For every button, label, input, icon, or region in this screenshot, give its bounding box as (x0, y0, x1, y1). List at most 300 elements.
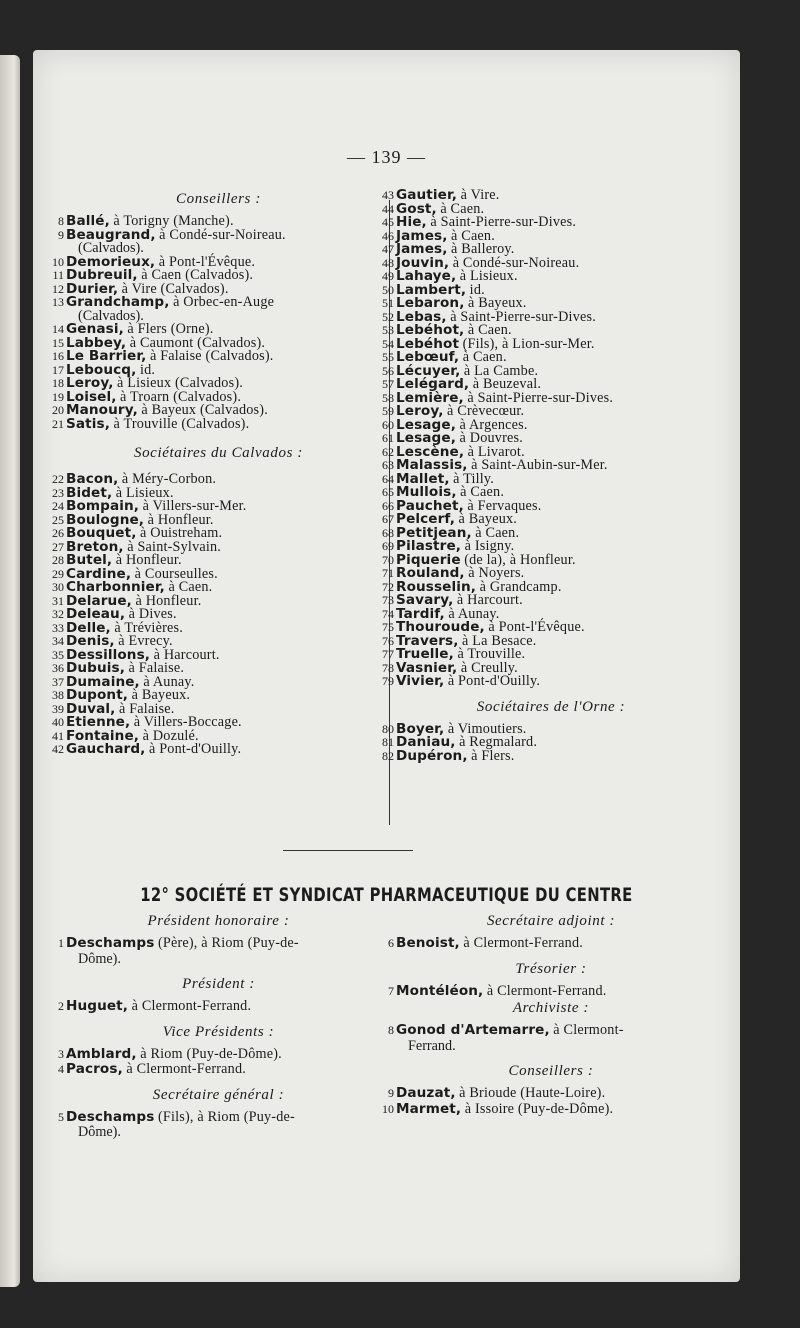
entry-number: 52 (382, 309, 394, 324)
entry-name: Satis, (66, 415, 110, 432)
entry-number: 13 (52, 295, 64, 309)
entry-location: à Evrecy. (118, 633, 173, 649)
entry-number: 58 (382, 390, 394, 405)
entry-number: 55 (382, 350, 394, 364)
list-item (388, 935, 706, 952)
entry-number: 3 (58, 1046, 64, 1061)
entry-name: Bompain, (66, 498, 140, 514)
entry-name: Breton, (66, 538, 124, 555)
entry-name: Dubuis, (66, 660, 125, 676)
entry-number: 15 (52, 335, 64, 350)
entry-location: à La Cambe. (463, 362, 539, 379)
list-item (382, 1100, 706, 1118)
entry-location: à Clermont-Ferrand. (126, 1061, 247, 1077)
entry-name: Pelcerf, (396, 511, 455, 527)
entry-number: 65 (382, 485, 394, 499)
entry-number: 25 (52, 512, 64, 527)
entry-location: à Honfleur. (147, 511, 214, 528)
entry-number: 51 (382, 296, 394, 310)
entry-location: à Lisieux. (459, 268, 518, 284)
entry-name: Deleau, (66, 606, 126, 622)
list-item (388, 1022, 706, 1054)
entry-location: à Bayeux. (468, 295, 527, 311)
entry-name: Boyer, (396, 720, 445, 737)
entry-location: à Méry-Corbon. (121, 471, 217, 487)
entry-number: 72 (382, 579, 394, 594)
entry-name: Dubreuil, (66, 267, 138, 283)
entry-name: Leroy, (66, 375, 114, 391)
entry-continuation: Dôme). (78, 1124, 121, 1140)
entry-number: 54 (382, 336, 394, 351)
entry-location: à Condé-sur-Noireau. (452, 254, 580, 271)
entry-name: Lebaron, (396, 295, 465, 311)
entry-number: 64 (382, 471, 394, 486)
entry-location: à Vire. (460, 187, 500, 203)
entry-name: Gost, (396, 200, 437, 217)
societaires-continued-list (382, 187, 706, 689)
entry-name: Deschamps (66, 1108, 155, 1125)
entry-number: 33 (52, 620, 64, 635)
page-number: — 139 — (347, 147, 426, 167)
list-item (58, 226, 371, 256)
section-title: 12° SOCIÉTÉ ET SYNDICAT PHARMACEUTIQUE DU CENTRE (140, 884, 633, 906)
entry-location: à Condé-sur-Noireau. (159, 226, 286, 243)
entry-name: Delarue, (66, 592, 132, 609)
entry-name: Lemière, (396, 389, 464, 406)
vice-presidents-list (58, 1045, 371, 1078)
entry-location: à Dozulé. (142, 727, 199, 744)
heading-president-honoraire: Président honoraire : (147, 913, 290, 929)
entry-location: à Bayeux (Calvados). (141, 402, 268, 418)
entry-number: 31 (52, 593, 64, 608)
entry-number: 56 (382, 363, 394, 378)
entry-location: à Trévières. (114, 619, 183, 636)
entry-number: 80 (382, 721, 394, 736)
entry-name: Benoist, (396, 935, 460, 951)
entry-continuation: (Calvados). (78, 240, 144, 256)
entry-number: 36 (52, 661, 64, 675)
entry-location: à Aunay. (448, 605, 500, 622)
entry-name: Durier, (66, 280, 119, 297)
entry-name: Duval, (66, 700, 116, 717)
entry-name: Grandchamp, (66, 294, 170, 310)
entry-number: 10 (52, 254, 64, 269)
entry-number: 41 (52, 728, 64, 743)
entry-location: à Honfleur. (115, 552, 182, 568)
entry-number: 30 (52, 580, 64, 594)
entry-name: Mullois, (396, 484, 457, 500)
entry-name: Rousselin, (396, 578, 477, 595)
list-item (58, 935, 371, 967)
entry-name: Pacros, (66, 1061, 123, 1077)
entry-location: à Trouville. (457, 646, 526, 662)
entry-number: 6 (388, 936, 394, 950)
entry-location: à Caen. (168, 579, 213, 595)
entry-name: Lebœuf, (396, 349, 460, 365)
entry-name: Lambert, (396, 281, 467, 298)
entry-number: 70 (382, 552, 394, 567)
secretaire-adjoint-list (388, 935, 706, 952)
entry-number: 75 (382, 620, 394, 634)
entry-name: Dupéron, (396, 747, 468, 764)
right-column (382, 187, 706, 764)
entry-name: Tardif, (396, 605, 445, 622)
heading-tresorier: Trésorier : (515, 960, 587, 977)
entry-number: 1 (58, 936, 64, 950)
section2-right-column (382, 912, 706, 1117)
entry-location: à Caen. (462, 349, 507, 365)
list-item (388, 1085, 706, 1102)
entry-location: à Clermont- (553, 1022, 624, 1038)
entry-location: à Dives. (128, 606, 177, 622)
entry-name: Cardine, (66, 565, 132, 582)
entry-number: 27 (52, 539, 64, 554)
entry-number: 44 (382, 201, 394, 216)
entry-number: 18 (52, 376, 64, 390)
entry-location: à Orbec-en-Auge (173, 294, 275, 310)
entry-number: 43 (382, 188, 394, 202)
entry-number: 37 (52, 674, 64, 689)
entry-location: (Fils), à Lion-sur-Mer. (462, 335, 595, 352)
entry-name: Travers, (396, 632, 459, 649)
entry-number: 34 (52, 634, 64, 648)
entry-location: (de la), à Honfleur. (464, 551, 576, 568)
book-page (33, 50, 740, 1282)
entry-number: 26 (52, 526, 64, 540)
entry-number: 66 (382, 498, 394, 513)
list-item (382, 747, 706, 764)
entry-location: à Saint-Sylvain. (127, 538, 222, 555)
list-item (52, 741, 371, 757)
heading-societaires-calvados: Sociétaires du Calvados : (133, 445, 303, 461)
entry-name: Rouland, (396, 565, 465, 581)
entry-location: (Fils), à Riom (Puy-de- (157, 1108, 295, 1125)
entry-location: à Villers-Boccage. (133, 714, 242, 730)
entry-location: à Brioude (Haute-Loire). (459, 1085, 606, 1101)
entry-number: 21 (52, 416, 64, 431)
entry-location: à Caen. (440, 200, 485, 217)
entry-location: à Bayeux. (131, 687, 191, 703)
entry-location: à Honfleur. (135, 592, 202, 609)
entry-location: id. (139, 361, 156, 378)
section2-left-column (58, 912, 371, 1141)
entry-location: à Pont-d'Ouilly. (148, 741, 242, 757)
entry-number: 7 (388, 983, 394, 998)
entry-number: 46 (382, 228, 394, 243)
entry-name: Bidet, (66, 484, 113, 501)
heading-societaires-orne: Sociétaires de l'Orne : (476, 698, 626, 715)
list-item (58, 1045, 371, 1063)
tresorier-list (388, 982, 706, 1000)
entry-number: 73 (382, 593, 394, 607)
section-divider (283, 850, 413, 851)
entry-location: à Caen. (460, 484, 505, 500)
entry-location: à Pont-l'Évêque. (488, 619, 585, 635)
entry-location: à Bayeux. (458, 511, 518, 527)
entry-location: à Isigny. (464, 538, 515, 554)
entry-name: Butel, (66, 552, 113, 568)
entry-number: 12 (52, 281, 64, 296)
entry-location: à Caen. (451, 227, 495, 244)
entry-name: Dumaine, (66, 673, 140, 690)
entry-number: 77 (382, 647, 394, 661)
entry-location: à Lisieux (Calvados). (117, 375, 243, 391)
entry-number: 29 (52, 566, 64, 581)
entry-number: 5 (58, 1109, 64, 1124)
entry-name: Bacon, (66, 471, 119, 487)
entry-number: 57 (382, 377, 394, 391)
entry-name: Marmet, (396, 1100, 462, 1117)
entry-location: à Aunay. (143, 673, 195, 690)
entry-location: à Saint-Aubin-sur-Mer. (471, 457, 608, 473)
entry-number: 81 (382, 735, 394, 749)
entry-location: à Clermont-Ferrand. (131, 998, 252, 1014)
entry-name: Gautier, (396, 187, 458, 203)
entry-location: à Saint-Pierre-sur-Dives. (450, 308, 596, 325)
entry-location: à Vire (Calvados). (121, 280, 229, 297)
entry-name: Genasi, (66, 321, 124, 337)
entry-number: 60 (382, 417, 394, 432)
entry-location: à Beuzeval. (472, 376, 542, 392)
entry-location: à Falaise (Calvados). (149, 348, 274, 364)
heading-conseillers-centre: Conseillers : (508, 1063, 594, 1079)
entry-name: Lécuyer, (396, 362, 461, 379)
heading-vice-presidents: Vice Présidents : (162, 1023, 275, 1040)
heading-conseillers: Conseillers : (176, 191, 261, 207)
entry-location: à Fervaques. (467, 497, 542, 514)
entry-location: à Issoire (Puy-de-Dôme). (464, 1100, 614, 1117)
entry-number: 69 (382, 539, 394, 553)
entry-number: 74 (382, 606, 394, 621)
entry-name: James, (396, 227, 448, 244)
entry-number: 78 (382, 660, 394, 675)
entry-location: à Falaise. (128, 660, 185, 676)
entry-location: à Courseulles. (134, 565, 218, 582)
entry-number: 47 (382, 242, 394, 256)
entry-number: 79 (382, 674, 394, 688)
entry-name: Pilastre, (396, 538, 462, 554)
entry-name: Dupont, (66, 687, 129, 703)
societaires-orne-list (382, 720, 706, 764)
entry-location: à Riom (Puy-de-Dôme). (140, 1045, 282, 1062)
entry-number: 2 (58, 999, 64, 1013)
entry-location: à Falaise. (118, 700, 175, 717)
entry-name: Mallet, (396, 470, 450, 487)
entry-name: Dauzat, (396, 1085, 456, 1101)
entry-number: 23 (52, 485, 64, 500)
entry-location: à Harcourt. (456, 592, 523, 608)
entry-location: à Flers. (471, 747, 515, 764)
societaires-calvados-list (52, 471, 371, 757)
entry-number: 63 (382, 458, 394, 472)
left-column (52, 185, 371, 757)
entry-name: Pauchet, (396, 497, 464, 514)
entry-location: à Clermont-Ferrand. (463, 935, 583, 951)
entry-number: 59 (382, 404, 394, 418)
entry-name: Le Barrier, (66, 348, 147, 364)
entry-location: à Saint-Pierre-sur-Dives. (430, 214, 577, 230)
entry-name: Manoury, (66, 402, 138, 418)
entry-number: 67 (382, 512, 394, 526)
entry-number: 16 (52, 349, 64, 363)
entry-location: à Troarn (Calvados). (120, 388, 242, 405)
entry-name: Savary, (396, 592, 454, 608)
list-item (52, 294, 371, 324)
entry-name: Vasnier, (396, 659, 458, 676)
entry-number: 4 (58, 1062, 64, 1076)
entry-number: 22 (52, 472, 64, 486)
entry-name: Demorieux, (66, 253, 156, 270)
entry-number: 62 (382, 444, 394, 459)
entry-location: à Pont-l'Évêque. (158, 253, 256, 270)
heading-secretaire-adjoint: Secrétaire adjoint : (486, 913, 616, 929)
entry-number: 32 (52, 607, 64, 621)
entry-name: Truelle, (396, 646, 454, 662)
entry-name: Hie, (396, 214, 427, 230)
list-item (388, 982, 706, 1000)
entry-number: 82 (382, 748, 394, 763)
entry-location: à Caen (Calvados). (141, 267, 254, 283)
entry-name: Vivier, (396, 673, 445, 689)
entry-number: 53 (382, 323, 394, 337)
entry-location: à Caen. (467, 322, 512, 338)
entry-location: à Villers-sur-Mer. (142, 498, 247, 514)
entry-location: à Balleroy. (451, 241, 515, 257)
heading-president: Président : (182, 976, 255, 992)
entry-continuation: Dôme). (78, 950, 121, 967)
entry-number: 11 (52, 268, 64, 282)
entry-location: à Argences. (459, 416, 528, 433)
entry-location: à Harcourt. (153, 646, 220, 663)
entry-number: 76 (382, 633, 394, 648)
entry-number: 24 (52, 499, 64, 513)
conseillers-centre-list (382, 1085, 706, 1117)
entry-location: à Vimoutiers. (447, 720, 527, 737)
entry-location: à Pont-d'Ouilly. (447, 673, 541, 689)
entry-name: Delle, (66, 619, 111, 636)
entry-location: à Caumont (Calvados). (129, 334, 266, 351)
entry-location: à La Besace. (462, 632, 537, 649)
entry-number: 8 (388, 1023, 394, 1037)
entry-name: Lahaye, (396, 268, 457, 284)
entry-name: Lesage, (396, 430, 456, 446)
entry-number: 45 (382, 215, 394, 229)
entry-location: à Grandcamp. (479, 578, 562, 595)
entry-continuation: Ferrand. (408, 1037, 456, 1054)
entry-name: Lesage, (396, 416, 456, 433)
entry-number: 40 (52, 715, 64, 729)
conseillers-list (52, 213, 371, 432)
list-item (382, 673, 706, 689)
entry-number: 20 (52, 403, 64, 417)
entry-name: Lebéhot (396, 335, 460, 352)
entry-name: Charbonnier, (66, 579, 165, 595)
entry-name: Huguet, (66, 998, 129, 1014)
entry-name: Leroy, (396, 403, 444, 419)
entry-location: à Saint-Pierre-sur-Dives. (467, 389, 614, 406)
entry-name: Piquerie (396, 551, 461, 568)
entry-location: à Lisieux. (115, 484, 174, 501)
entry-location: à Flers (Orne). (127, 321, 214, 337)
entry-name: Montéléon, (396, 982, 484, 999)
entry-number: 39 (52, 701, 64, 716)
facing-page-edge (0, 55, 20, 1287)
entry-name: Fontaine, (66, 727, 140, 744)
entry-location: à Douvres. (459, 430, 523, 446)
entry-number: 14 (52, 322, 64, 336)
list-item (58, 1108, 371, 1141)
list-item (52, 415, 371, 432)
entry-name: Lescène, (396, 443, 465, 460)
entry-location: à Regmalard. (459, 734, 538, 750)
entry-name: Lelégard, (396, 376, 470, 392)
entry-number: 28 (52, 553, 64, 567)
entry-location: (Père), à Riom (Puy-de- (157, 935, 299, 951)
entry-number: 38 (52, 688, 64, 702)
entry-number: 42 (52, 742, 64, 756)
entry-name: Dessillons, (66, 646, 151, 663)
entry-location: id. (469, 281, 485, 298)
entry-name: Etienne, (66, 714, 131, 730)
entry-number: 61 (382, 431, 394, 445)
entry-name: Bouquet, (66, 525, 137, 541)
entry-number: 49 (382, 269, 394, 283)
entry-name: Amblard, (66, 1045, 137, 1062)
entry-location: à Clermont-Ferrand. (486, 982, 607, 999)
heading-archiviste: Archiviste : (512, 1000, 590, 1016)
entry-number: 19 (52, 389, 64, 404)
entry-name: Thouroude, (396, 619, 485, 635)
entry-location: à Caen. (475, 524, 520, 541)
archiviste-list (388, 1022, 706, 1054)
entry-number: 68 (382, 525, 394, 540)
entry-name: Labbey, (66, 334, 127, 351)
entry-location: à Trouville (Calvados). (113, 415, 250, 432)
entry-number: 10 (382, 1101, 394, 1116)
entry-name: Beaugrand, (66, 226, 156, 243)
entry-number: 48 (382, 255, 394, 270)
list-item (58, 1061, 371, 1078)
entry-name: Daniau, (396, 734, 456, 750)
entry-number: 35 (52, 647, 64, 662)
entry-name: Denis, (66, 633, 115, 649)
entry-name: Gauchard, (66, 741, 146, 757)
entry-location: à Tilly. (453, 470, 495, 487)
entry-name: Deschamps (66, 935, 155, 951)
list-item (58, 998, 371, 1015)
entry-number: 71 (382, 566, 394, 580)
entry-location: à Torigny (Manche). (113, 213, 234, 229)
entry-location: à Ouistreham. (140, 525, 223, 541)
president-honoraire-list (58, 935, 371, 967)
entry-name: Malassis, (396, 457, 468, 473)
entry-number: 9 (388, 1086, 394, 1100)
entry-name: James, (396, 241, 448, 257)
entry-number: 17 (52, 362, 64, 377)
entry-name: Lebéhot, (396, 322, 465, 338)
heading-secretaire-general: Secrétaire général : (152, 1086, 285, 1103)
entry-continuation: (Calvados). (78, 307, 144, 324)
entry-location: à Crèvecœur. (447, 403, 525, 419)
entry-number: 9 (58, 227, 64, 242)
entry-name: Leboucq, (66, 361, 137, 378)
entry-name: Ballé, (66, 213, 110, 229)
entry-number: 50 (382, 282, 394, 297)
entry-name: Loisel, (66, 388, 117, 405)
president-list (58, 998, 371, 1015)
entry-name: Petitjean, (396, 524, 472, 541)
entry-location: à Livarot. (467, 443, 525, 460)
